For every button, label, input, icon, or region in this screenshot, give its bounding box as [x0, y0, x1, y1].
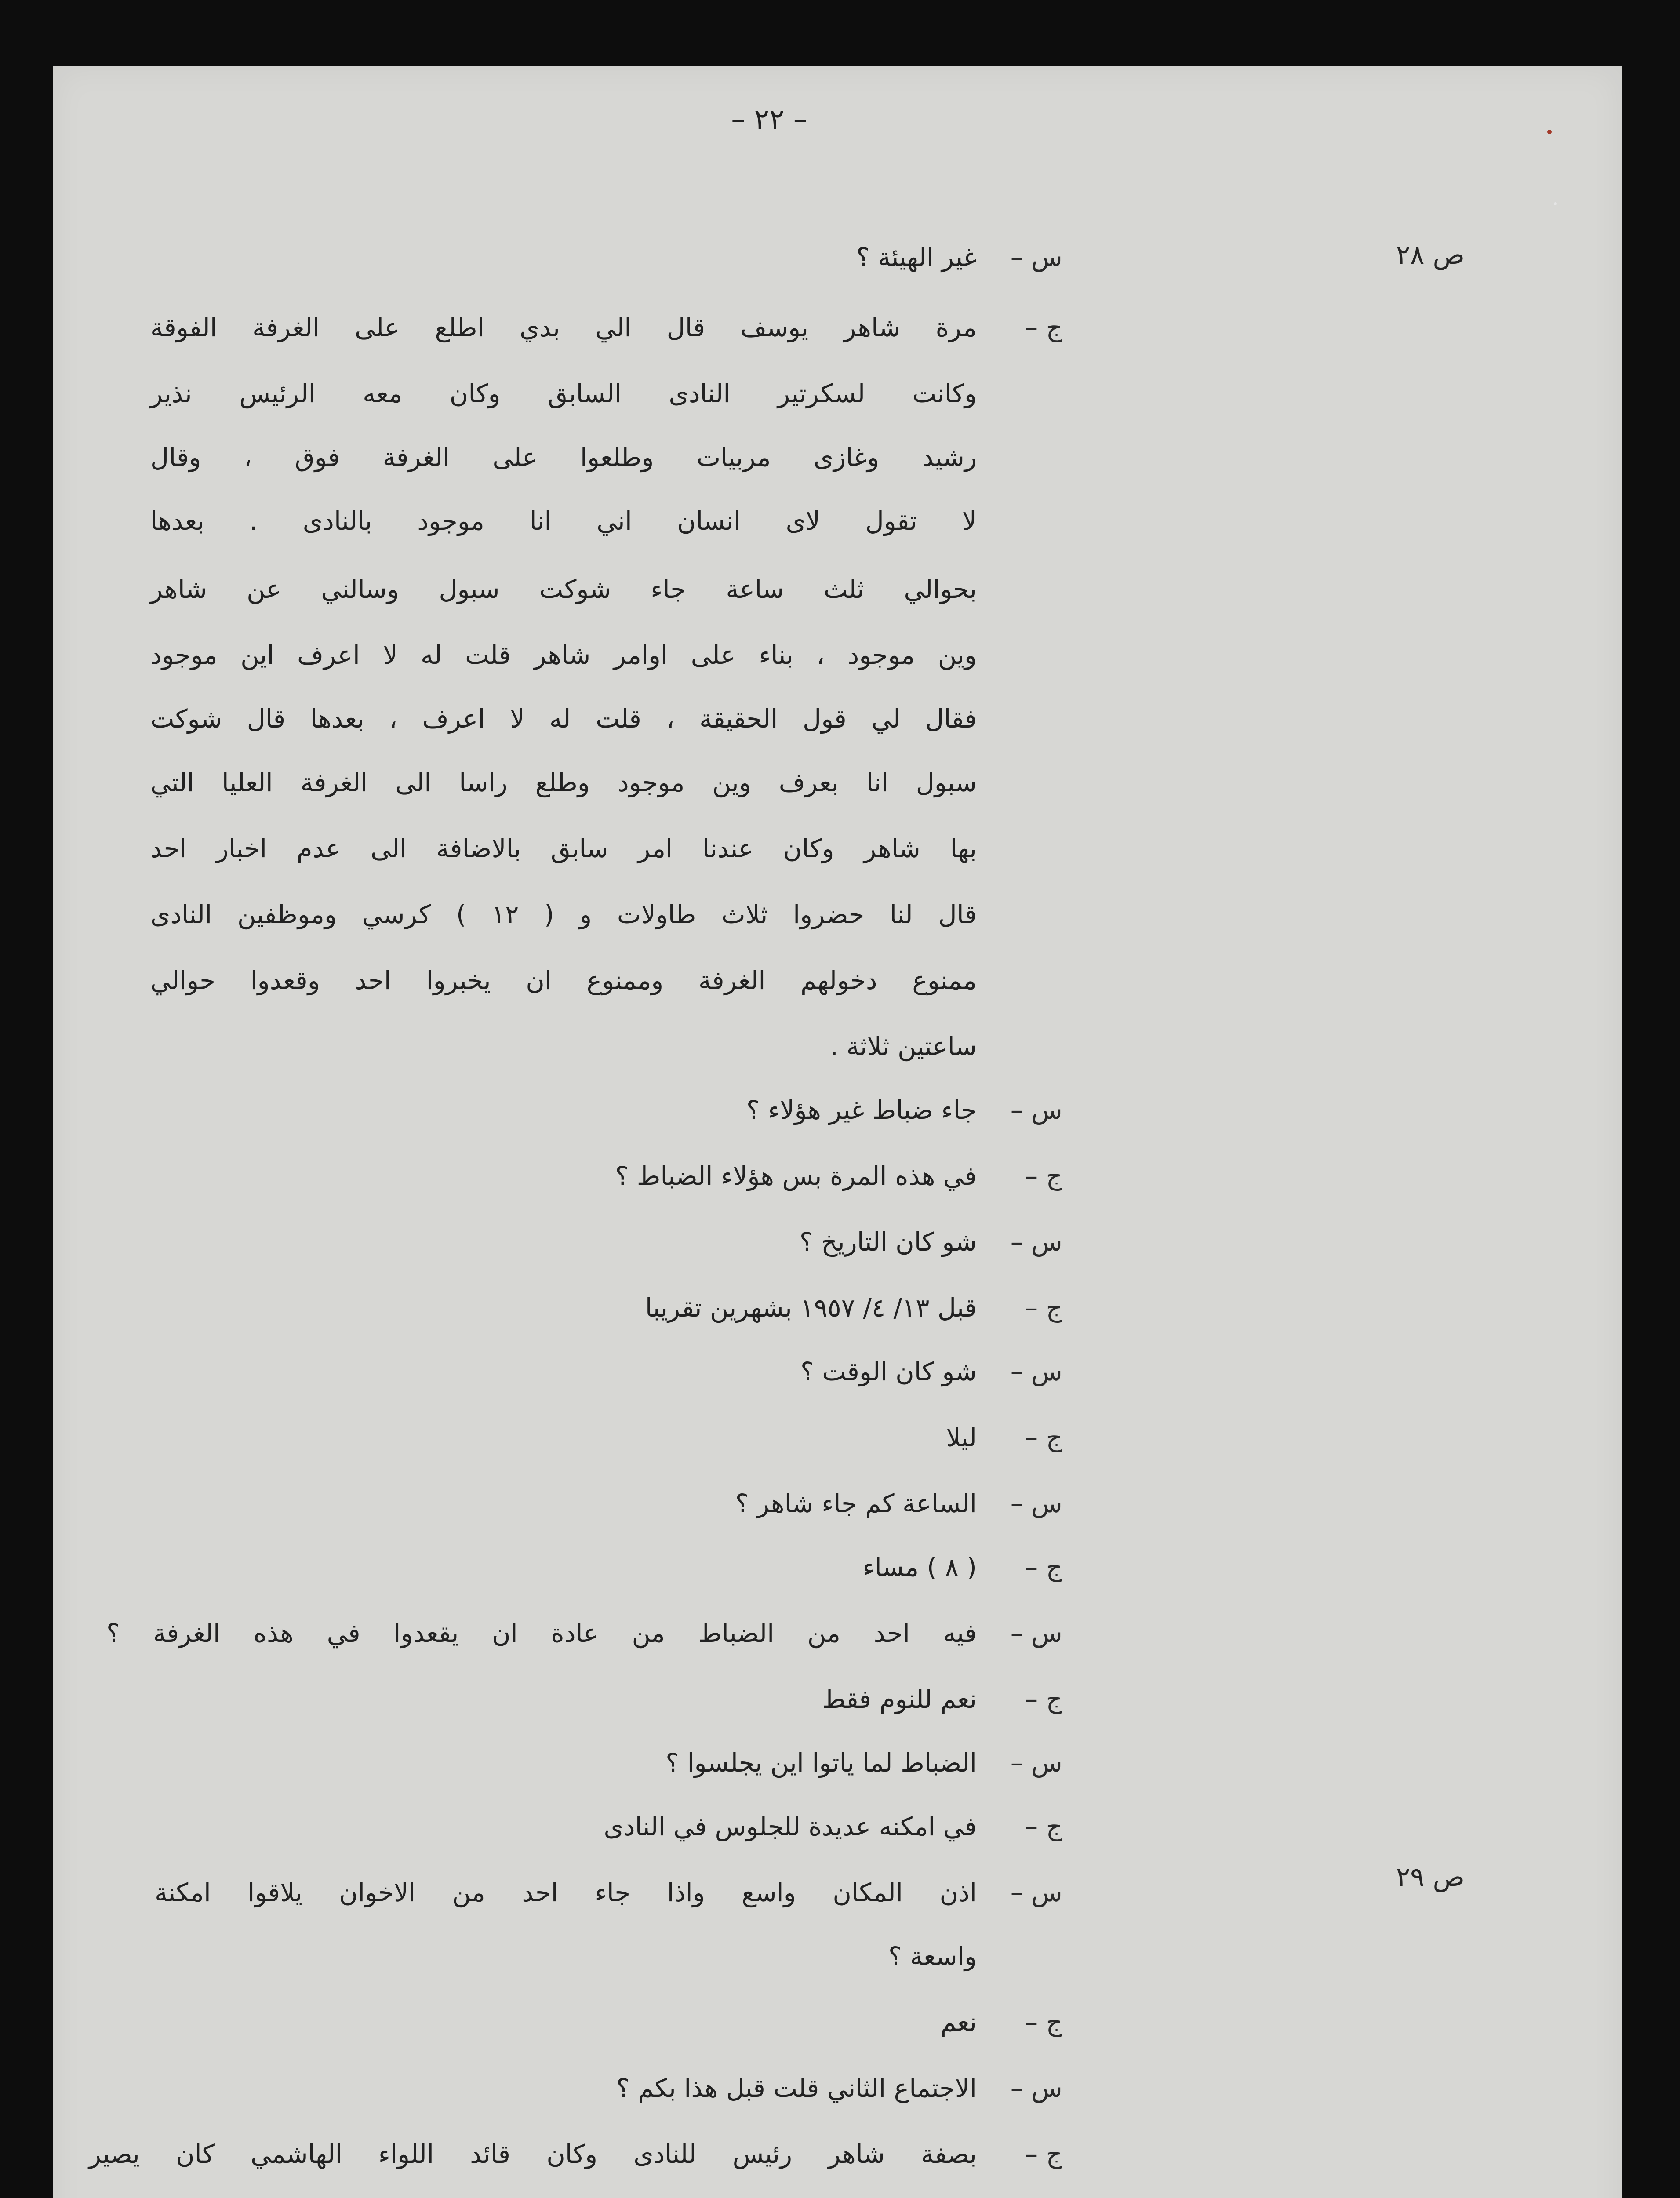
line-marker: ج – — [1025, 2139, 1062, 2169]
transcript-line: قال لنا حضروا ثلاث طاولات و ( ١٢ ) كرسي وموظفين النادى — [150, 899, 977, 929]
transcript-line: في هذه المرة بس هؤلاء الضباط ؟ — [615, 1161, 977, 1191]
transcript-line: رشيد وغازى مربيات وطلعوا على الغرفة فوق ، وقال — [150, 442, 977, 472]
transcript-line: الضباط لما ياتوا اين يجلسوا ؟ — [665, 1748, 977, 1778]
transcript-line: نعم — [940, 2007, 977, 2037]
line-marker: س – — [1010, 242, 1062, 272]
line-marker: ج – — [1025, 1423, 1062, 1452]
line-marker: ج – — [1025, 313, 1062, 342]
transcript-line: غير الهيئة ؟ — [856, 242, 977, 272]
transcript-line: ( ٨ ) مساء — [862, 1552, 977, 1582]
line-marker: ج – — [1025, 1293, 1062, 1323]
line-marker: س – — [1010, 1095, 1062, 1125]
line-marker: س – — [1010, 2073, 1062, 2103]
transcript-line: ليلا — [946, 1423, 977, 1452]
margin-note-page-29: ص ٢٩ — [1396, 1862, 1465, 1892]
transcript-line: الاجتماع الثاني قلت قبل هذا بكم ؟ — [616, 2073, 977, 2103]
line-marker: س – — [1010, 1488, 1062, 1518]
transcript-line: وين موجود ، بناء على اوامر شاهر قلت له لا اعرف اين موجود — [150, 640, 977, 670]
transcript-line: ممنوع دخولهم الغرفة وممنوع ان يخبروا احد وقعدوا حوالي — [150, 965, 977, 995]
line-marker: ج – — [1025, 1684, 1062, 1714]
transcript-line: فقال لي قول الحقيقة ، قلت له لا اعرف ، بعدها قال شوكت — [150, 704, 977, 734]
line-marker: ج – — [1025, 1812, 1062, 1841]
line-marker: ج – — [1025, 1552, 1062, 1582]
line-marker: س – — [1010, 1227, 1062, 1257]
transcript-line: بحوالي ثلث ساعة جاء شوكت سبول وسالني عن شاهر — [150, 574, 977, 604]
paper-speck — [1554, 202, 1557, 205]
transcript-line: شو كان التاريخ ؟ — [799, 1227, 977, 1257]
line-marker: س – — [1010, 1618, 1062, 1648]
transcript-line: وكانت لسكرتير النادى السابق وكان معه الرئيس نذير — [150, 378, 977, 408]
line-marker: س – — [1010, 1357, 1062, 1386]
line-marker: س – — [1010, 1748, 1062, 1778]
transcript-line: مرة شاهر يوسف قال الي بدي اطلع على الغرفة الفوقة — [150, 313, 977, 342]
margin-note-page-28: ص ٢٨ — [1396, 240, 1465, 270]
page-number: – ٢٢ – — [731, 103, 807, 136]
transcript-line: الساعة كم جاء شاهر ؟ — [735, 1488, 977, 1518]
transcript-line: قبل ١٣/ ٤/ ١٩٥٧ بشهرين تقريبا — [645, 1293, 977, 1323]
transcript-line: لا تقول لاى انسان اني انا موجود بالنادى . بعدها — [150, 506, 977, 536]
transcript-line: واسعة ؟ — [888, 1941, 977, 1971]
transcript-line: شو كان الوقت ؟ — [800, 1357, 977, 1386]
transcript-line: فيه احد من الضباط من عادة ان يقعدوا في هذه الغرفة ؟ — [106, 1618, 977, 1648]
transcript-line: ساعتين ثلاثة . — [830, 1031, 977, 1061]
transcript-line: نعم للنوم فقط — [822, 1684, 977, 1714]
line-marker: ج – — [1025, 1161, 1062, 1191]
transcript-line: اذن المكان واسع واذا جاء احد من الاخوان يلاقوا امكنة — [155, 1878, 977, 1907]
ink-speck — [1547, 130, 1552, 134]
line-marker: ج – — [1025, 2007, 1062, 2037]
transcript-line: بها شاهر وكان عندنا امر سابق بالاضافة الى عدم اخبار احد — [150, 833, 977, 863]
line-marker: س – — [1010, 1878, 1062, 1907]
transcript-line: سبول انا بعرف وين موجود وطلع راسا الى الغرفة العليا التي — [150, 768, 977, 797]
transcript-line: جاء ضباط غير هؤلاء ؟ — [746, 1095, 977, 1125]
transcript-line: في امكنه عديدة للجلوس في النادى — [604, 1812, 977, 1841]
transcript-line: بصفة شاهر رئيس للنادى وكان قائد اللواء الهاشمي كان يصير — [89, 2139, 977, 2169]
